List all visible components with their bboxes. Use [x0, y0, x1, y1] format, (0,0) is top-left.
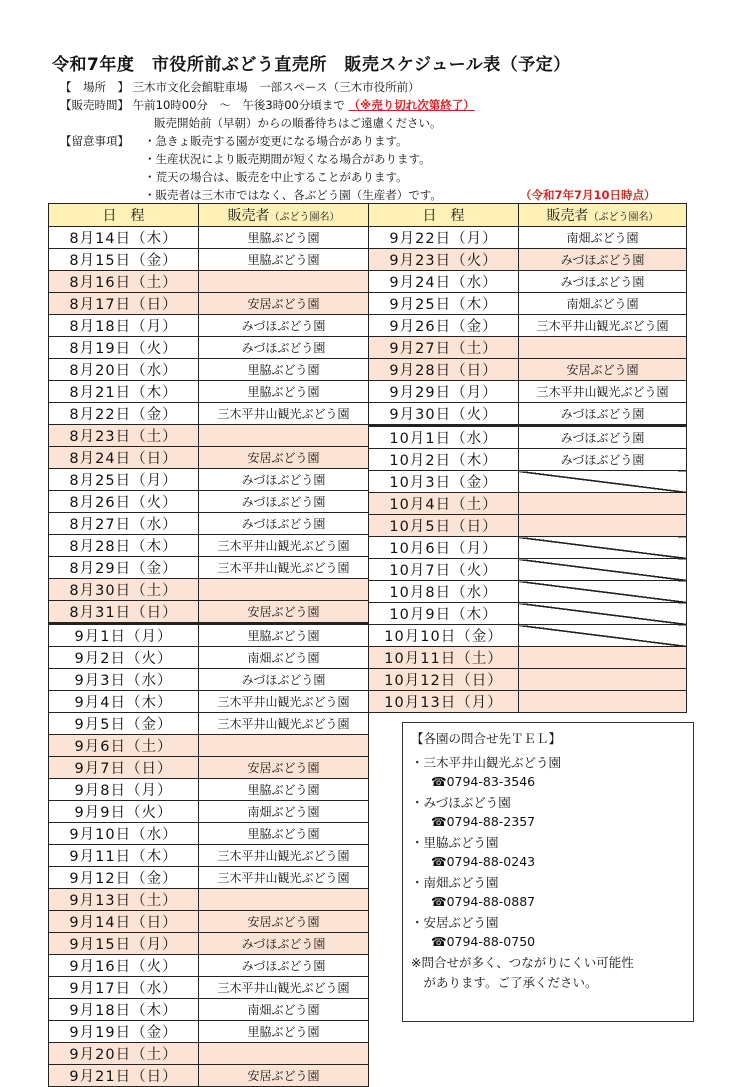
schedule-grower: 安居ぶどう園 — [199, 293, 369, 315]
contact-name: ・南畑ぶどう園 — [411, 875, 499, 890]
schedule-date: 9月7日（日） — [49, 757, 199, 779]
place-line — [60, 79, 420, 95]
schedule-grower: 里脇ぶどう園 — [199, 227, 369, 249]
note-1: ・急きょ販売する園が変更になる場合があります。 — [144, 134, 408, 148]
no-sale-cell — [199, 1043, 369, 1065]
table-row — [369, 293, 687, 315]
schedule-grower: 安居ぶどう園 — [199, 757, 369, 779]
schedule-grower: 安居ぶどう園 — [199, 447, 369, 469]
table-row — [369, 249, 687, 271]
schedule-date: 10月10日（金） — [369, 625, 519, 647]
page-title: 令和7年度 市役所前ぶどう直売所 販売スケジュール表（予定） — [52, 55, 571, 75]
schedule-grower: 三木平井山観光ぶどう園 — [199, 403, 369, 425]
schedule-grower: みづほぶどう園 — [199, 513, 369, 535]
header-seller-label: 販売者 — [227, 208, 270, 224]
schedule-date: 10月7日（火） — [369, 559, 519, 581]
schedule-grower: 里脇ぶどう園 — [199, 381, 369, 403]
schedule-date: 10月3日（金） — [369, 471, 519, 493]
no-sale-cell — [519, 537, 687, 559]
table-row — [369, 647, 687, 669]
schedule-grower: 三木平井山観光ぶどう園 — [519, 315, 687, 337]
schedule-grower: みづほぶどう園 — [199, 669, 369, 691]
schedule-date: 9月30日（火） — [369, 403, 519, 426]
no-sale-cell — [519, 515, 687, 537]
schedule-date: 9月28日（日） — [369, 359, 519, 381]
table-row — [369, 493, 687, 515]
table-row — [49, 713, 369, 735]
contact-phone: ☎0794-88-0750 — [431, 934, 536, 949]
note-4: ・販売者は三木市ではなく、各ぶどう園（生産者）です。 — [144, 188, 442, 202]
schedule-date: 9月2日（火） — [49, 647, 199, 669]
table-row — [49, 469, 369, 491]
table-row — [49, 624, 369, 647]
schedule-grower: 三木平井山観光ぶどう園 — [199, 535, 369, 557]
contact-note — [411, 953, 685, 993]
table-row — [49, 557, 369, 579]
schedule-date: 8月31日（日） — [49, 601, 199, 624]
table-row — [49, 535, 369, 557]
schedule-date: 9月10日（水） — [49, 823, 199, 845]
schedule-grower: みづほぶどう園 — [519, 271, 687, 293]
table-row — [49, 249, 369, 271]
schedule-date: 8月29日（金） — [49, 557, 199, 579]
schedule-date: 9月15日（月） — [49, 933, 199, 955]
table-row — [49, 823, 369, 845]
no-sale-cell — [519, 603, 687, 625]
place-value: 三木市文化会館駐車場 一部スペース（三木市役所前） — [132, 80, 420, 94]
header-date: 日 程 — [49, 204, 199, 227]
table-row — [49, 801, 369, 823]
header-date: 日 程 — [369, 204, 519, 227]
header-seller-sub: （ぶどう園名） — [588, 212, 659, 223]
table-row — [49, 601, 369, 624]
table-row — [49, 669, 369, 691]
table-row — [369, 403, 687, 426]
schedule-date: 8月27日（水） — [49, 513, 199, 535]
no-sale-cell — [519, 471, 687, 493]
table-row — [49, 933, 369, 955]
table-row — [49, 403, 369, 425]
table-row — [49, 359, 369, 381]
schedule-grower: みづほぶどう園 — [519, 426, 687, 449]
no-sale-cell — [519, 647, 687, 669]
schedule-date: 8月14日（木） — [49, 227, 199, 249]
contact-note-line: ※問合せが多く、つながりにくい可能性 — [411, 955, 634, 970]
schedule-date: 8月28日（木） — [49, 535, 199, 557]
schedule-date: 10月5日（日） — [369, 515, 519, 537]
schedule-grower: みづほぶどう園 — [199, 491, 369, 513]
contact-name: ・安居ぶどう園 — [411, 915, 499, 930]
schedule-date: 8月16日（土） — [49, 271, 199, 293]
no-sale-cell — [519, 559, 687, 581]
table-row — [49, 1043, 369, 1065]
table-row — [49, 845, 369, 867]
table-row — [369, 625, 687, 647]
schedule-grower: 三木平井山観光ぶどう園 — [199, 977, 369, 999]
table-row — [369, 227, 687, 249]
header-seller — [199, 204, 369, 227]
schedule-date: 9月3日（水） — [49, 669, 199, 691]
schedule-date: 9月22日（月） — [369, 227, 519, 249]
table-row — [49, 647, 369, 669]
table-row — [369, 669, 687, 691]
schedule-date: 8月22日（金） — [49, 403, 199, 425]
schedule-date: 10月11日（土） — [369, 647, 519, 669]
header-seller — [519, 204, 687, 227]
schedule-grower: みづほぶどう園 — [199, 469, 369, 491]
schedule-grower: 里脇ぶどう園 — [199, 779, 369, 801]
table-row — [49, 691, 369, 713]
schedule-grower: 南畑ぶどう園 — [519, 227, 687, 249]
table-row — [369, 315, 687, 337]
note-3: ・荒天の場合は、販売を中止することがあります。 — [144, 170, 408, 184]
schedule-date: 8月23日（土） — [49, 425, 199, 447]
contact-name: ・里脇ぶどう園 — [411, 835, 499, 850]
table-row — [369, 691, 687, 713]
contact-name: ・みづほぶどう園 — [411, 795, 511, 810]
schedule-date: 10月4日（土） — [369, 493, 519, 515]
table-row — [369, 337, 687, 359]
table-row — [49, 867, 369, 889]
table-row — [49, 977, 369, 999]
contact-phone: ☎0794-88-2357 — [431, 814, 536, 829]
contact-note-line: があります。ご了承ください。 — [411, 975, 598, 990]
no-sale-cell — [519, 625, 687, 647]
schedule-table-right — [368, 203, 687, 713]
schedule-grower: みづほぶどう園 — [519, 449, 687, 471]
no-sale-cell — [199, 425, 369, 447]
schedule-grower: 三木平井山観光ぶどう園 — [199, 845, 369, 867]
schedule-grower: 里脇ぶどう園 — [199, 359, 369, 381]
schedule-grower: 南畑ぶどう園 — [199, 801, 369, 823]
schedule-grower: 安居ぶどう園 — [199, 911, 369, 933]
schedule-date: 9月25日（木） — [369, 293, 519, 315]
contact-box — [402, 722, 694, 1022]
schedule-date: 8月15日（金） — [49, 249, 199, 271]
schedule-date: 9月13日（土） — [49, 889, 199, 911]
schedule-date: 9月27日（土） — [369, 337, 519, 359]
schedule-grower: 安居ぶどう園 — [519, 359, 687, 381]
table-row — [49, 425, 369, 447]
schedule-date: 10月9日（木） — [369, 603, 519, 625]
schedule-date: 9月23日（火） — [369, 249, 519, 271]
table-row — [369, 449, 687, 471]
schedule-date: 9月4日（木） — [49, 691, 199, 713]
table-row — [369, 359, 687, 381]
no-sale-cell — [199, 889, 369, 911]
schedule-date: 8月18日（月） — [49, 315, 199, 337]
no-sale-cell — [519, 669, 687, 691]
table-row — [49, 491, 369, 513]
header-seller-label: 販売者 — [546, 208, 589, 224]
table-row — [49, 271, 369, 293]
schedule-date: 9月9日（火） — [49, 801, 199, 823]
table-row — [369, 471, 687, 493]
table-row — [369, 271, 687, 293]
table-row — [49, 955, 369, 977]
header-seller-sub: （ぶどう園名） — [269, 212, 340, 223]
contact-phone: ☎0794-88-0243 — [431, 854, 536, 869]
table-row — [49, 1065, 369, 1087]
contact-phone: ☎0794-83-3546 — [431, 774, 536, 789]
schedule-date: 8月21日（木） — [49, 381, 199, 403]
schedule-date: 8月25日（月） — [49, 469, 199, 491]
schedule-date: 9月5日（金） — [49, 713, 199, 735]
notes-label: 【留意事項】 — [60, 134, 129, 148]
table-row — [49, 911, 369, 933]
no-sale-cell — [519, 493, 687, 515]
table-row — [49, 579, 369, 601]
schedule-grower: 里脇ぶどう園 — [199, 249, 369, 271]
schedule-grower: みづほぶどう園 — [519, 249, 687, 271]
table-row — [49, 513, 369, 535]
schedule-date: 9月24日（水） — [369, 271, 519, 293]
table-row — [369, 559, 687, 581]
schedule-date: 9月19日（金） — [49, 1021, 199, 1043]
no-sale-cell — [199, 271, 369, 293]
table-row — [369, 381, 687, 403]
table-row — [49, 381, 369, 403]
schedule-grower: 南畑ぶどう園 — [199, 999, 369, 1021]
schedule-date: 9月11日（木） — [49, 845, 199, 867]
schedule-date: 10月13日（月） — [369, 691, 519, 713]
schedule-grower: 三木平井山観光ぶどう園 — [199, 691, 369, 713]
table-row — [369, 581, 687, 603]
schedule-date: 9月21日（日） — [49, 1065, 199, 1087]
note-2: ・生産状況により販売期間が短くなる場合があります。 — [144, 152, 431, 166]
schedule-date: 8月20日（水） — [49, 359, 199, 381]
table-row — [49, 315, 369, 337]
schedule-date: 9月17日（水） — [49, 977, 199, 999]
schedule-grower: 三木平井山観光ぶどう園 — [199, 713, 369, 735]
contact-name: ・三木平井山観光ぶどう園 — [411, 755, 562, 770]
as-of-date: （令和7年7月10日時点） — [520, 188, 656, 202]
schedule-grower: 里脇ぶどう園 — [199, 1021, 369, 1043]
no-sale-cell — [519, 581, 687, 603]
table-header-row — [49, 204, 369, 227]
schedule-date: 8月26日（火） — [49, 491, 199, 513]
schedule-date: 9月16日（火） — [49, 955, 199, 977]
no-sale-cell — [519, 691, 687, 713]
time-label: 【販売時間】 — [60, 98, 129, 112]
table-row — [49, 889, 369, 911]
place-label: 【 場所 】 — [60, 80, 129, 94]
schedule-date: 9月8日（月） — [49, 779, 199, 801]
schedule-date: 10月12日（日） — [369, 669, 519, 691]
schedule-table-left — [48, 203, 369, 1087]
table-row — [369, 537, 687, 559]
schedule-grower: 里脇ぶどう園 — [199, 823, 369, 845]
schedule-date: 9月14日（日） — [49, 911, 199, 933]
schedule-date: 9月12日（金） — [49, 867, 199, 889]
schedule-date: 9月29日（月） — [369, 381, 519, 403]
schedule-date: 8月30日（土） — [49, 579, 199, 601]
schedule-grower: 三木平井山観光ぶどう園 — [519, 381, 687, 403]
contact-heading: 【各園の問合せ先ＴＥＬ】 — [411, 731, 562, 746]
table-header-row — [369, 204, 687, 227]
schedule-grower: 安居ぶどう園 — [199, 601, 369, 624]
schedule-grower: 南畑ぶどう園 — [519, 293, 687, 315]
schedule-date: 9月20日（土） — [49, 1043, 199, 1065]
schedule-date: 8月24日（日） — [49, 447, 199, 469]
schedule-grower: みづほぶどう園 — [519, 403, 687, 426]
schedule-date: 9月6日（土） — [49, 735, 199, 757]
table-row — [369, 426, 687, 449]
no-sale-cell — [199, 579, 369, 601]
schedule-date: 8月19日（火） — [49, 337, 199, 359]
schedule-date: 9月18日（木） — [49, 999, 199, 1021]
schedule-date: 8月17日（日） — [49, 293, 199, 315]
time-value: 午前10時00分 ～ 午後3時00分頃まで — [132, 98, 345, 112]
table-row — [369, 603, 687, 625]
table-row — [369, 515, 687, 537]
table-row — [49, 447, 369, 469]
schedule-date: 9月1日（月） — [49, 624, 199, 647]
table-row — [49, 779, 369, 801]
table-row — [49, 735, 369, 757]
table-row — [49, 293, 369, 315]
contact-phone: ☎0794-88-0887 — [431, 894, 536, 909]
schedule-grower: 三木平井山観光ぶどう園 — [199, 557, 369, 579]
schedule-grower: みづほぶどう園 — [199, 955, 369, 977]
table-row — [49, 1021, 369, 1043]
schedule-date: 10月8日（水） — [369, 581, 519, 603]
schedule-date: 10月1日（水） — [369, 426, 519, 449]
table-row — [49, 757, 369, 779]
schedule-grower: みづほぶどう園 — [199, 933, 369, 955]
schedule-grower: みづほぶどう園 — [199, 337, 369, 359]
schedule-grower: 里脇ぶどう園 — [199, 624, 369, 647]
no-sale-cell — [199, 735, 369, 757]
schedule-date: 9月26日（金） — [369, 315, 519, 337]
table-row — [49, 337, 369, 359]
time-sub: 販売開始前（早朝）からの順番待ちはご遠慮ください。 — [154, 116, 442, 130]
schedule-grower: 南畑ぶどう園 — [199, 647, 369, 669]
time-note: （※売り切れ次第終了） — [348, 98, 475, 112]
table-row — [49, 999, 369, 1021]
schedule-grower: みづほぶどう園 — [199, 315, 369, 337]
no-sale-cell — [519, 337, 687, 359]
schedule-date: 10月2日（木） — [369, 449, 519, 471]
schedule-grower: 安居ぶどう園 — [199, 1065, 369, 1087]
schedule-date: 10月6日（月） — [369, 537, 519, 559]
schedule-grower: 三木平井山観光ぶどう園 — [199, 867, 369, 889]
time-line — [60, 97, 475, 113]
table-row — [49, 227, 369, 249]
